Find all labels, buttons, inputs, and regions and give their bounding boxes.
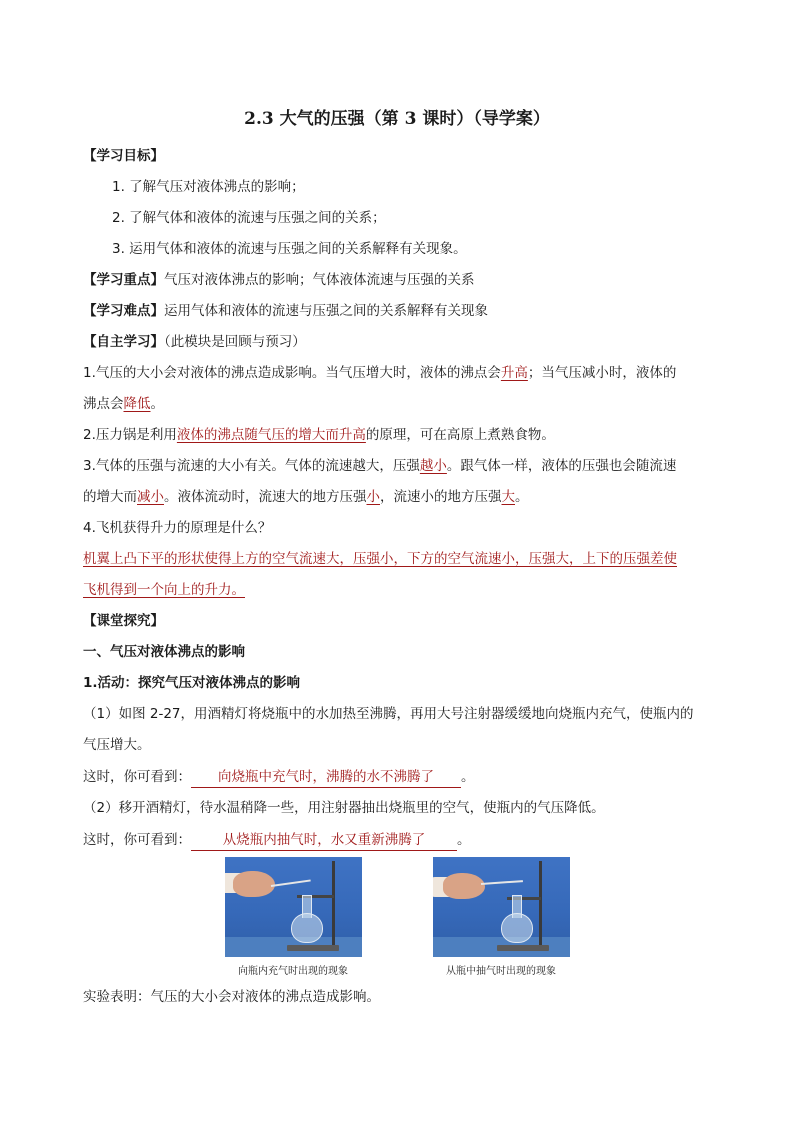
q3-answer-2: 减小 xyxy=(137,489,164,505)
q3-answer-4: 大 xyxy=(501,489,515,505)
key-points-row xyxy=(83,270,475,290)
observation-2 xyxy=(83,830,471,851)
caption-extract: 从瓶中抽气时出现的现象 xyxy=(446,966,556,977)
question-4: 4.飞机获得升力的原理是什么？ xyxy=(83,520,272,536)
q3-text-f: 。 xyxy=(515,489,529,505)
experiment-photo-inflate xyxy=(225,857,362,957)
q2-answer: 液体的沸点随气压的增大而升高 xyxy=(176,427,366,443)
key-points-text: 气压对液体沸点的影响；气体液体流速与压强的关系 xyxy=(164,272,475,288)
observe-2-prefix: 这时，你可看到： xyxy=(83,832,191,848)
observe-1-answer: 向烧瓶中充气时，沸腾的水不沸腾了 xyxy=(191,767,461,788)
q2-text-a: 2.压力锅是利用 xyxy=(83,427,177,443)
self-study-row xyxy=(83,332,306,352)
q3-text-a: 3.气体的压强与流速的大小有关。气体的流速越大，压强 xyxy=(83,458,420,474)
observation-1 xyxy=(83,767,475,788)
q3-answer-1: 越小 xyxy=(419,458,447,474)
explore-heading: 【课堂探究】 xyxy=(83,613,164,629)
q1-answer-1: 升高 xyxy=(500,365,528,381)
observe-1-prefix: 这时，你可看到： xyxy=(83,769,191,785)
q1-text-b: ；当气压减小时，液体的 xyxy=(527,365,677,381)
question-2 xyxy=(83,425,555,445)
goal-item-3: 3. 运用气体和液体的流速与压强之间的关系解释有关现象。 xyxy=(112,241,467,257)
experiment-photo-extract xyxy=(433,857,570,957)
q4-answer-line-2: 飞机得到一个向上的升力。 xyxy=(83,582,245,598)
q3-text-b: 。跟气体一样，液体的压强也会随流速 xyxy=(446,458,677,474)
activity-heading: 1.活动：探究气压对液体沸点的影响 xyxy=(83,675,301,691)
caption-inflate: 向瓶内充气时出现的现象 xyxy=(238,966,348,977)
observe-2-answer: 从烧瓶内抽气时，水又重新沸腾了 xyxy=(191,830,457,851)
step-2: （2）移开酒精灯，待水温稍降一些，用注射器抽出烧瓶里的空气，使瓶内的气压降低。 xyxy=(83,800,605,816)
q1-text-a: 1.气压的大小会对液体的沸点造成影响。当气压增大时，液体的沸点会 xyxy=(83,365,501,381)
question-3-line-2 xyxy=(83,487,529,507)
q1-answer-2: 降低 xyxy=(123,396,151,412)
q3-text-c: 的增大而 xyxy=(83,489,137,505)
question-3-line-1 xyxy=(83,456,676,476)
q4-answer-line-1: 机翼上凸下平的形状使得上方的空气流速大，压强小，下方的空气流速小，压强大，上下的压强差使 xyxy=(83,551,677,567)
conclusion: 实验表明：气压的大小会对液体的沸点造成影响。 xyxy=(83,989,380,1005)
goals-heading: 【学习目标】 xyxy=(83,148,164,164)
q2-text-b: 的原理，可在高原上煮熟食物。 xyxy=(365,427,555,443)
step-1-continued: 气压增大。 xyxy=(83,737,151,753)
difficulties-row xyxy=(83,301,488,321)
q3-text-e: ，流速小的地方压强 xyxy=(380,489,502,505)
difficulties-label: 【学习难点】 xyxy=(83,303,164,319)
self-study-label: 【自主学习】 xyxy=(83,334,164,350)
observe-2-suffix: 。 xyxy=(457,832,471,848)
observe-1-suffix: 。 xyxy=(461,769,475,785)
section-1-heading: 一、气压对液体沸点的影响 xyxy=(83,644,245,660)
q3-text-d: 。液体流动时，流速大的地方压强 xyxy=(164,489,367,505)
page-title: 2.3 大气的压强（第 3 课时）（导学案） xyxy=(244,109,550,129)
question-1-line-2 xyxy=(83,394,164,414)
q1-text-d: 。 xyxy=(150,396,164,412)
difficulties-text: 运用气体和液体的流速与压强之间的关系解释有关现象 xyxy=(164,303,488,319)
goal-item-2: 2. 了解气体和液体的流速与压强之间的关系； xyxy=(112,210,386,226)
question-1-line-1 xyxy=(83,363,676,383)
q3-answer-3: 小 xyxy=(366,489,380,505)
goal-item-1: 1. 了解气压对液体沸点的影响； xyxy=(112,179,305,195)
q1-text-c: 沸点会 xyxy=(83,396,124,412)
self-study-note: （此模块是回顾与预习） xyxy=(164,334,306,350)
key-points-label: 【学习重点】 xyxy=(83,272,164,288)
step-1: （1）如图 2-27，用酒精灯将烧瓶中的水加热至沸腾，再用大号注射器缓缓地向烧瓶内充气，使瓶内的 xyxy=(83,706,694,722)
